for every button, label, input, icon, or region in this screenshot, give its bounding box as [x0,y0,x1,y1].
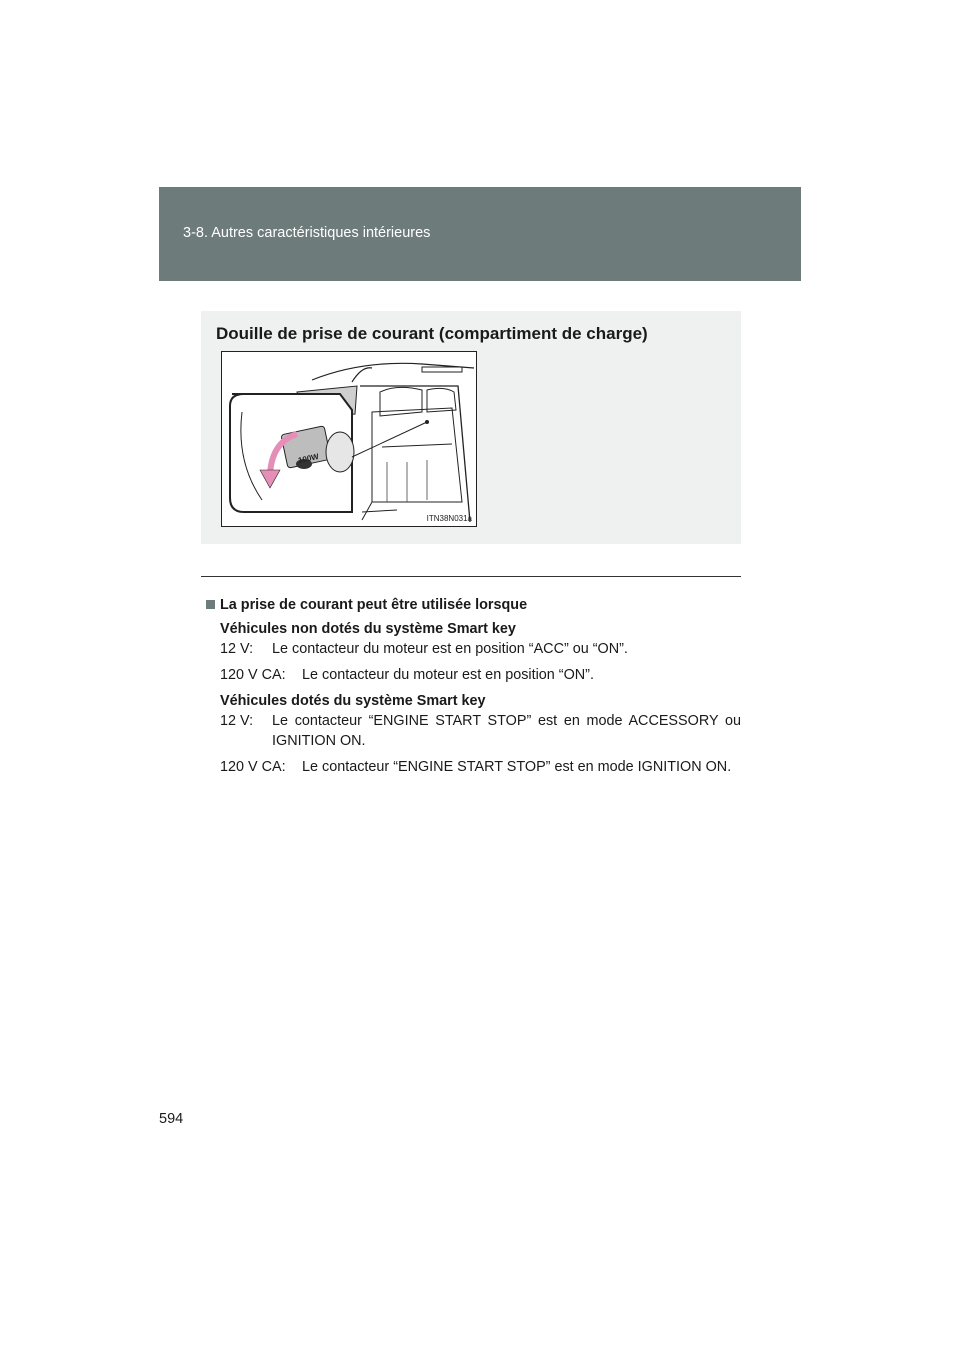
condition-row [220,757,741,777]
condition-text: Le contacteur du moteur est en position “ON”. [302,667,594,683]
section-header-band [159,187,801,281]
cargo-area-drawing [222,352,476,526]
section-heading-text: La prise de courant peut être utilisée lorsque [220,597,528,613]
usage-conditions-section [206,595,741,777]
figure-code: ITN38N031a [426,514,472,523]
condition-row [220,639,741,659]
voltage-label: 12 V: [220,713,254,729]
condition-row [220,711,741,751]
group-subheading: Véhicules dotés du système Smart key [220,693,486,709]
socket-wattage-label: 100W [297,451,320,466]
condition-row [220,665,741,685]
group-subheading: Véhicules non dotés du système Smart key [220,621,516,637]
info-panel [201,311,741,544]
section-title: 3-8. Autres caractéristiques intérieures [183,225,431,241]
section-divider [201,576,741,577]
voltage-label: 120 V CA: [220,759,286,775]
cargo-socket-illustration [221,351,477,527]
voltage-label: 12 V: [220,641,254,657]
panel-title: Douille de prise de courant (compartiment de charge) [216,324,648,343]
section-heading [206,595,741,615]
condition-text: Le contacteur “ENGINE START STOP” est en mode IGNITION ON. [302,759,732,775]
voltage-label: 120 V CA: [220,667,286,683]
condition-text: Le contacteur “ENGINE START STOP” est en mode ACCESSORY ou IGNITION ON. [272,713,741,749]
condition-text: Le contacteur du moteur est en position “ACC” ou “ON”. [272,641,628,657]
square-bullet-icon [206,600,215,609]
page-number: 594 [159,1111,184,1127]
